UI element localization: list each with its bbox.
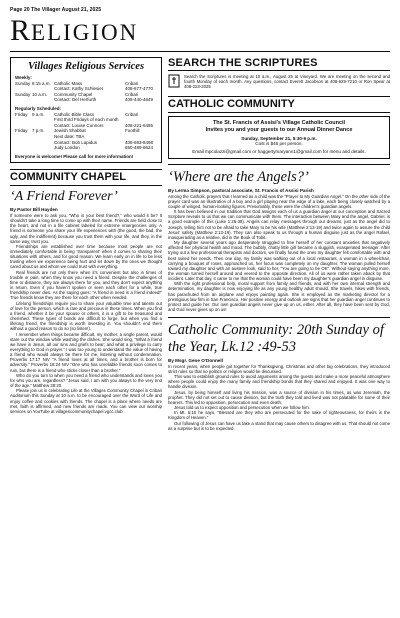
service-day [15, 97, 32, 103]
weekly-list [15, 81, 157, 103]
service-place: 408-440-4649 [125, 97, 154, 103]
service-name: Contact: Del Herfurth [54, 97, 97, 103]
article-paragraph: Among the Catholic prayers that I learned as a child was the “Prayer to My Guardian Angel.” On the other side of the prayer card was an illustration of a boy and a girl playing near the edge of a lake, each being closely watched by a couple of winged, human-looking figures. Presumably, these were the children’s guardian angels. [168, 193, 390, 209]
chapel-byline: By Pastor Bill Hayden [10, 207, 58, 213]
article-paragraph: With the right professional help, moral support from family and friends, and with her own internal strength and determination, my daughter is now enjoying life as any young healthy adult should. She travels, hikes with friends, has parachuted from an airplane and enjoys painting again. She is employed as the marketing director for a prestigious law firm in San Francisco. Her positive energy and outlook are signs that her guardian angel continues to protect and guide her. Our own guardian angels never give up on us, either. After all, they have been sent by God, and God never gives up on us! [168, 281, 390, 313]
weekly-label: Weekly: [15, 75, 32, 80]
article-paragraph: This was to establish ground rules to avoid arguments among the guests and make a more peaceful atmosphere where people could enjoy the many family and friendship bonds that they shared and enjoyed. It was one way to handle division. [168, 374, 390, 390]
service-row [15, 145, 157, 151]
article-paragraph: Lifelong friendships require you to share your valuable time and talents out of love for the person, which is rare and precious in these times. When you find a friend, whether it be your spouse or others, it is a gift to be treasured and cherished. These types of bonds are difficult to forge, but when you find a lifelong friend, the friendship is worth investing in. You shouldn’t end them without a good reason to do so (so listen!). [10, 300, 162, 332]
service-name: Judy London [54, 145, 80, 151]
service-day: Friday [15, 128, 28, 134]
search-scriptures-text: Search the Scriptures is meeting at 10 a.m., August 25 at Vineyard. We are meeting on the second and fourth Monday of each month. Any questions, contact Everett Jacobson at 408-629-7210 or Ron Spear at 408-223-2025 [184, 74, 390, 90]
service-day: Friday [15, 111, 28, 117]
article-paragraph: If someone were to ask you, “Who is your best friend?,” who would it be? It shouldn’t take a long time to come up with their name. Friends are held close to the heart, and not in a file cabinet labeled for extreme emergencies only. A friend is someone you share your life experiences with (the good, the bad, the ugly, and the indifferent) because you trust them with your life, and they, in the same way, trust you. [10, 212, 162, 244]
service-name: Catholic Mass [54, 80, 83, 86]
service-place: Cribari [125, 111, 139, 117]
search-scriptures-heading: SEARCH THE SCRIPTURES [168, 57, 390, 71]
sunday-article-title: Catholic Community: 20th Sunday of the Year, Lk.12 :49-53 [168, 322, 384, 356]
service-place: 650-489-8624 [125, 145, 154, 151]
service-time: 9 a.m. [32, 111, 45, 117]
service-day: Sunday [15, 80, 31, 86]
left-column [10, 57, 162, 431]
service-place: 408-693-8498 [125, 139, 154, 145]
service-name: Catholic Bible Class [54, 111, 95, 117]
service-row [15, 97, 157, 103]
event-cost-line: Cost is $45 per person. [255, 141, 303, 147]
divider [168, 317, 390, 318]
service-place: Foothill [125, 128, 140, 134]
right-column [168, 57, 390, 431]
article-paragraph: I remember when things became difficult, my mother, a single parent, would stare out the window while washing the dishes. She would sing, “What a friend we have in Jesus, all our sins and griefs to bear; and what a privilege to carry everything to God in prayer.” I was too young to understand the value of having a friend who would always be there for me, listening without condemnation. Proverbs 17:17 NIV “A friend loves at all times, and a brother is born for adversity.” Proverbs 18:24 NIV “One who has unreliable friends soon comes to ruin, but there is a friend who sticks closer than a brother.” [10, 331, 162, 373]
angels-byline: By Lerma Simpson, pastoral associate, St. Francis of Assisi Parish [168, 188, 314, 194]
sunday-byline: By Msgr. Gene O’Donnell [168, 358, 223, 364]
service-place: Cribari [125, 91, 139, 97]
article-paragraph: Real friends are not only there when it’s convenient but also in times of trouble or pain, when they know you need a friend. Despite the challenges of time or distance, they are always there for you, and they don’t expect anything in return. Even if you haven’t spoken or seen each other for a while, true friendship never dies. As the saying goes: “A friend in need is a friend indeed!” True friends know they are there for each other when needed. [10, 269, 162, 301]
event-invite-line: Invites you and your guests to our Annual Dinner Dance [205, 127, 353, 134]
event-date-line: Sunday, September 21, 5:30-9 p.m. [241, 135, 317, 141]
article-paragraph: Our following of Jesus can have us take a stand that may cause others to disagree with us. That should not come as a surprise but is to be expected. [168, 420, 390, 431]
chapel-article-title: ‘A Friend Forever’ [10, 189, 118, 205]
service-name: Contact: Bob Lapidus [54, 139, 98, 145]
service-name: Community Chapel [54, 91, 93, 97]
article-paragraph: My daughter several years ago desperately struggled to free herself of her constant anxieties that negatively affected her physical health and mood. The bubbly, chatty little girl became a sluggish, exasperated teenager. After trying out a few professional therapists and doctors, we finally found the ones my daughter felt comfortable with and best suited her needs. Then one day, my family was walking out of a local restaurant, a woman in a wheelchair, carrying a bouquet of roses, approached us, her focus was completely on my daughter. The woman pulled herself toward my daughter and with an austere look, said to her, “You are going to be OK”. Without saying anything more, the woman turned herself around and veered to the opposite direction. All of us were rather taken aback by that incident. Later that day, it came to me that the woman could have been my daughter’s guardian angel in disguise. [168, 240, 390, 282]
service-place: 408-677-4770 [125, 86, 154, 92]
article-paragraph: Who do you turn to when you need a friend who understands and loves you for who you are, regardless? “Jesus said, I am with you always to the very end of the age.” Matthew 28:20. [10, 372, 162, 389]
bible-icon [168, 74, 180, 88]
article-paragraph: Friendships are established over time because most people are not immediately comfortable in being ‘transparent’ when it comes to sharing their situations with others, and for good reason. We learn early on in life to be less trusting when we experience being hurt and let down by the ones we thought cared about us and whom we could trust with everything. [10, 243, 162, 270]
service-name: First third Fridays of each month [54, 117, 119, 123]
angels-article-body [168, 194, 390, 313]
service-day: Sunday [15, 91, 31, 97]
service-day [15, 145, 32, 151]
services-footer: Everyone is welcome! Please call for more information! [15, 153, 134, 159]
chapel-article-body [10, 213, 162, 414]
services-title: Villages Religious Services [27, 61, 145, 72]
article-paragraph: It has been believed in our tradition that God assigns each of us a guardian angel at our conception and Sacred Scripture reveals to us that we can communicate with them. The interaction between Mary and the angel, Gabriel, is a good example of this (Luke 1:26-38). Angels can relay messages through our dreams, just as the angel did to Joseph, telling him not to be afraid to take Mary to be his wife (Matthew 2:13-19) and twice again to assure the child Jesus’ safety (Matthew 2:13-19). They can also speak to us through a human disguise just as the angel Rafael, masquerading as a relative, did in the Book of Tobit. [168, 209, 390, 240]
section-title [10, 15, 390, 52]
service-time: 7 p.m. [32, 128, 45, 134]
catholic-community-heading: CATHOLIC COMMUNITY [168, 96, 390, 113]
article-paragraph: Please join us in celebrating Life at the Villages Community Chapel in Cribari Auditorium this Sunday at 10 a.m. to be encouraged over the Word of Life and enjoy coffee and cookies with friends. The chapel is a place where needs are met, faith is affirmed, and new friends are made. You can view our worship services on YouTube at villagescommunitychapel.vgcc.club [10, 388, 162, 414]
page-folio: Page 20 The Villager August 21, 2025 [10, 7, 102, 13]
section-title-cap: R [10, 14, 32, 47]
service-name: Next date: TBA [54, 133, 85, 139]
article-paragraph: In Mt. 5:10 he says, “Blessed are they who are persecuted for the sake of righteousness, for theirs is the Kingdom of Heaven.” [168, 410, 390, 421]
divider [168, 164, 390, 165]
service-time [32, 97, 54, 103]
regular-list [15, 112, 157, 151]
angels-article-title: ‘Where are the Angels?’ [168, 169, 309, 186]
service-name: Jewish Shabbat [54, 128, 86, 134]
page-columns [10, 57, 390, 431]
event-email-line: Email mpcolazzi@gmail.com or haggertymaryann1@gmail.com for menu and details. [192, 149, 366, 155]
service-time [32, 145, 54, 151]
search-scriptures-block [168, 74, 390, 89]
sunday-article-body [168, 364, 390, 431]
regular-label: Regularly Scheduled: [15, 105, 62, 111]
article-paragraph: Jesus, by being himself and living his mission, was a source of division in his times, as was Jeremiah, the prophet. They did not set out to cause division, but the truth they told and lived was not palatable for some of their hearers. This led to opposition, persecution and even death. [168, 389, 390, 405]
service-place: Cribari [125, 80, 139, 86]
article-paragraph: In recent years, when people got together for Thanksgiving, Christmas and other big celebrations, they introduced strict rules so that no politics or religion would be discussed. [168, 363, 390, 374]
services-box [10, 57, 162, 163]
service-time: 10 a.m. [32, 91, 48, 97]
article-paragraph: Jesus told us to expect opposition and persecution when we follow him. [174, 405, 310, 411]
dinner-dance-box [168, 116, 390, 159]
community-chapel-heading: COMMUNITY CHAPEL [10, 169, 162, 186]
service-name: Contact: Louise Connors [54, 122, 104, 128]
event-host-line: The St. Francis of Assisi's Village Catholic Council [212, 120, 346, 127]
section-title-rest: ELIGION [31, 20, 139, 45]
service-place: 408-221-6485 [125, 122, 154, 128]
service-time: 8:15 a.m. [32, 80, 51, 86]
service-name: Contact: Kathy Schlesier [54, 86, 104, 92]
